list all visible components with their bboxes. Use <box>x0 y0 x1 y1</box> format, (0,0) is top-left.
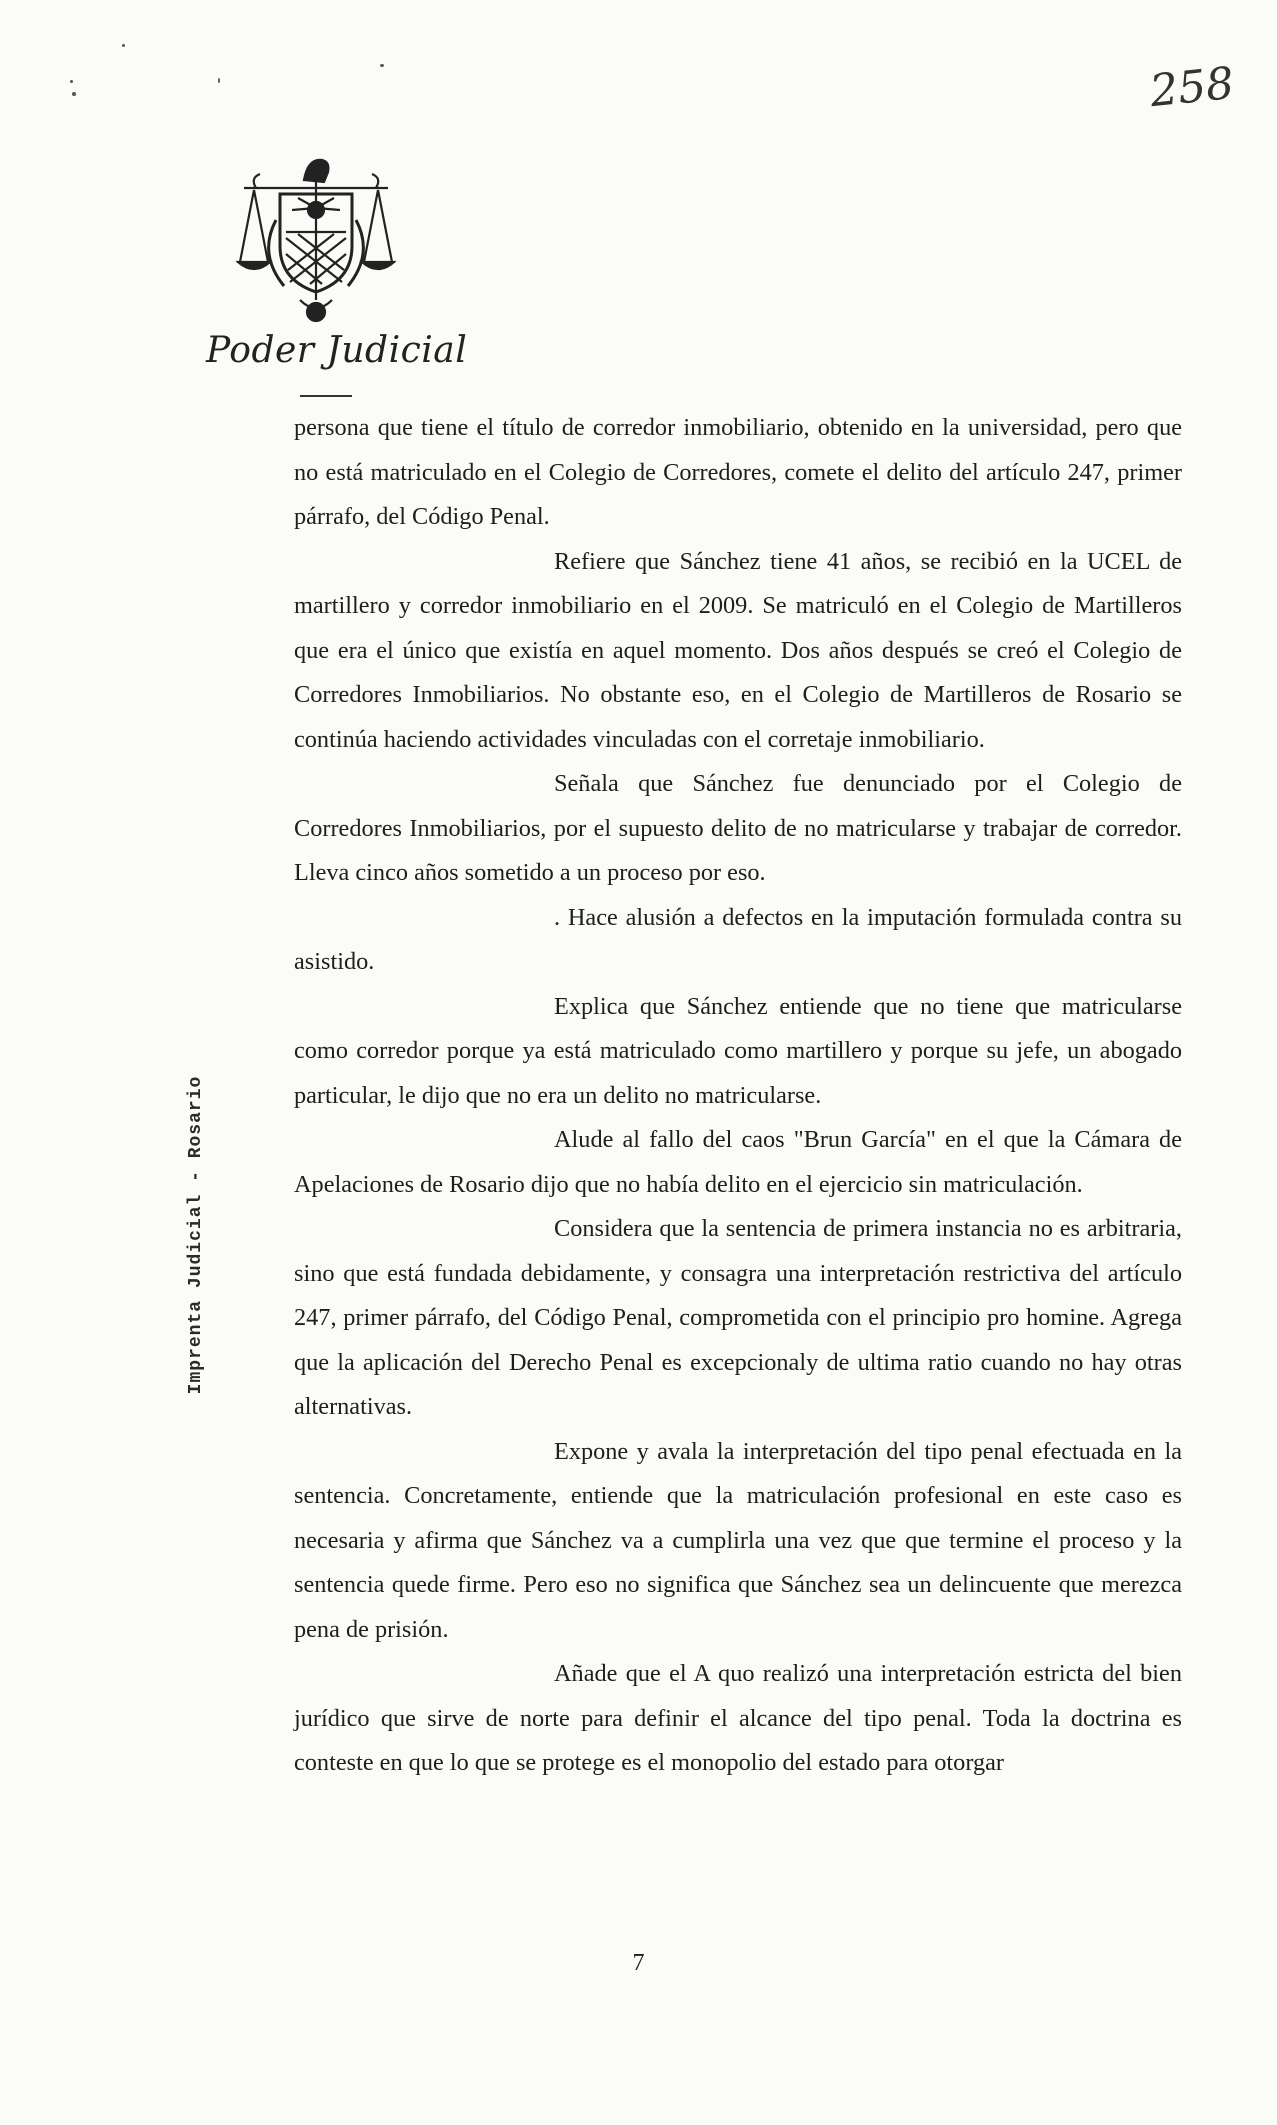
scan-speck <box>70 80 73 83</box>
coat-of-arms-scales-icon <box>236 150 396 330</box>
page-number: 7 <box>632 1950 645 1976</box>
paragraph: Señala que Sánchez fue denunciado por el Colegio de Corredores Inmobiliarios, por el supuesto delito de no matricularse y trabajar de corredor. Lleva cinco años sometido a un proceso por eso. <box>294 770 1182 886</box>
paragraph: Alude al fallo del caos "Brun García" en el que la Cámara de Apelaciones de Rosario dijo que no había delito en el ejercicio sin matriculación. <box>294 1126 1182 1198</box>
paragraph: Explica que Sánchez entiende que no tiene que matricularse como corredor porque ya está matriculado como martillero y porque su jefe, un abogado particular, le dijo que no era un delito no matricularse. <box>294 992 1182 1109</box>
document-body <box>294 406 1182 1786</box>
scan-speck <box>380 64 384 67</box>
header-rule <box>300 395 352 397</box>
scan-speck <box>72 92 76 96</box>
paragraph: Considera que la sentencia de primera instancia no es arbitraria, sino que está fundada debidamente, y consagra una interpretación restrictiva del artículo 247, primer párrafo, del Código Penal, comprometida con el principio pro homine. Agrega que la aplicación del Derecho Penal es excepcionaly de ultima ratio cuando no hay otras alternativas. <box>294 1215 1182 1420</box>
paragraph: persona que tiene el título de corredor inmobiliario, obtenido en la universidad, pero que no está matriculado en el Colegio de Corredores, comete el delito del artículo 247, primer párrafo, del Código Penal. <box>294 414 1182 530</box>
printer-margin-note-text: Imprenta Judicial - Rosario <box>186 1075 206 1395</box>
paragraph: Añade que el A quo realizó una interpretación estricta del bien jurídico que sirve de norte para definir el alcance del tipo penal. Toda la doctrina es conteste en que lo que se protege es el monopolio del estado para otorgar <box>294 1660 1182 1776</box>
scan-speck <box>122 44 125 47</box>
folio-number: 258 <box>1147 57 1237 118</box>
poder-judicial-wordmark: Poder Judicial <box>206 330 468 371</box>
scan-speck <box>218 78 220 83</box>
paragraph: Refiere que Sánchez tiene 41 años, se recibió en la UCEL de martillero y corredor inmobiliario en el 2009. Se matriculó en el Colegio de Martilleros que era el único que existía en aquel momento. Dos años después se creó el Colegio de Corredores Inmobiliarios. No obstante eso, en el Colegio de Martilleros de Rosario se continúa haciendo actividades vinculadas con el corretaje inmobiliario. <box>294 547 1182 753</box>
paragraph: Expone y avala la interpretación del tipo penal efectuada en la sentencia. Concretamente, entiende que la matriculación profesional en este caso es necesaria y afirma que Sánchez va a cumplirla una vez que que termine el proceso y la sentencia quede firme. Pero eso no significa que Sánchez sea un delincuente que merezca pena de prisión. <box>294 1437 1182 1643</box>
paragraph: . Hace alusión a defectos en la imputación formulada contra su asistido. <box>294 903 1182 975</box>
